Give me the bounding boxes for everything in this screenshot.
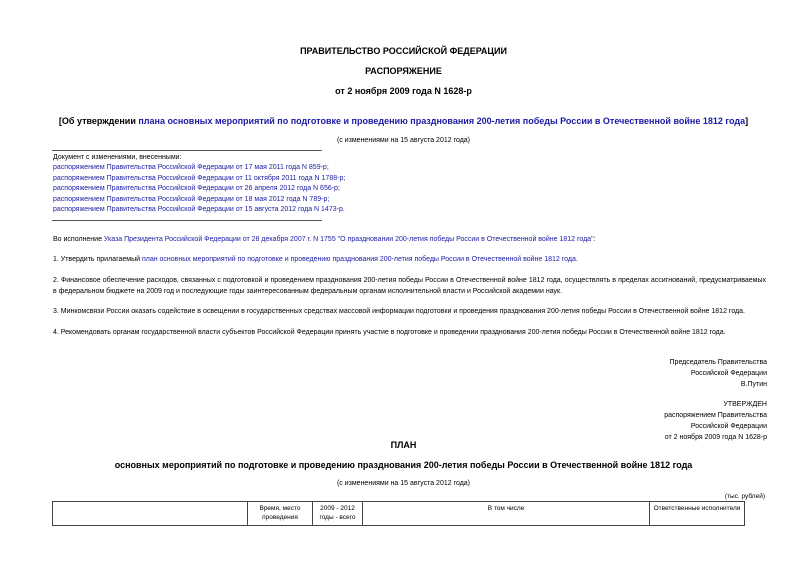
signature-block — [670, 357, 767, 390]
p1-prefix: 1. Утвердить прилагаемый — [53, 256, 142, 263]
plan-unit: (тыс. рублей) — [724, 493, 765, 500]
history-block — [53, 153, 345, 215]
preamble-suffix: : — [593, 236, 596, 243]
plan-title: ПЛАН — [390, 440, 417, 450]
history-link-1[interactable]: распоряжением Правительства Российской Федерации от 17 мая 2011 года N 859-р; — [53, 164, 329, 172]
preamble-prefix: Во исполнение — [53, 236, 104, 243]
history-link-2[interactable]: распоряжением Правительства Российской Федерации от 11 октября 2011 года N 1788-р; — [53, 174, 346, 182]
subject-close: ] — [745, 116, 749, 126]
paragraph-1 — [53, 255, 766, 266]
paragraph-preamble — [53, 235, 766, 246]
approved-by: распоряжением Правительства — [664, 412, 767, 419]
document-type: РАСПОРЯЖЕНИЕ — [365, 66, 442, 76]
signature-org: Российской Федерации — [690, 370, 767, 377]
paragraph-2: 2. Финансовое обеспечение расходов, связанных с подготовкой и проведением празднования 200-летия победы России в Отечественной войне 1812 года, осуществлять в пределах ассигнований, предусматриваемых в федеральном бюджете на 2009 год и последующие годы заинтересованным федеральным органам исполнительной власти и Российской академии наук. — [53, 277, 766, 295]
history-link-4[interactable]: распоряжением Правительства Российской Федерации от 18 мая 2012 года N 789-р; — [53, 195, 330, 203]
paragraph-4: 4. Рекомендовать органам государственной власти субъектов Российской Федерации принять участие в подготовке и проведении празднования 200-летия победы России в Отечественной войне 1812 года. — [53, 329, 726, 336]
approved-org: Российской Федерации — [690, 423, 767, 430]
column-responsible: Ответственные исполнители — [650, 502, 745, 526]
history-intro: Документ с изменениями, внесенными: — [53, 154, 182, 161]
approved-block — [664, 399, 767, 443]
subject-open: [Об утверждении — [58, 116, 139, 126]
changes-note: (с изменениями на 15 августа 2012 года) — [336, 137, 471, 144]
decree-link[interactable]: Указа Президента Российской Федерации от 28 декабря 2007 г. N 1755 "О праздновании 200-летия победы России в Отечественной войне 1812 года" — [103, 236, 594, 243]
history-bottom-divider — [52, 220, 322, 221]
p1-suffix: . — [575, 256, 578, 263]
plan-table-header-row — [53, 502, 745, 526]
history-link-3[interactable]: распоряжением Правительства Российской Федерации от 26 апреля 2012 года N 656-р; — [53, 185, 340, 193]
signature-name: В.Путин — [740, 381, 767, 388]
government-title: ПРАВИТЕЛЬСТВО РОССИЙСКОЙ ФЕДЕРАЦИИ — [300, 46, 507, 56]
history-link-5[interactable]: распоряжением Правительства Российской Федерации от 15 августа 2012 года N 1473-р. — [53, 206, 345, 214]
paragraph-3: 3. Минкомсвязи России оказать содействие в освещении в государственных средствах массовой информации подготовки и проведения празднования 200-летия победы России в Отечественной войне 1812 года. — [53, 308, 745, 315]
subject-plan-link[interactable]: плана основных мероприятий по подготовке и проведению празднования 200-летия победы России в Отечественной войне 1812 года — [138, 116, 746, 126]
column-total: 2009 - 2012 годы - всего — [313, 502, 363, 526]
p1-plan-link[interactable]: план основных мероприятий по подготовке и проведению празднования 200-летия победы России в Отечественной войне 1812 года — [141, 256, 576, 263]
plan-changes-note: (с изменениями на 15 августа 2012 года) — [336, 480, 471, 487]
plan-subtitle: основных мероприятий по подготовке и проведению празднования 200-летия победы России в Отечественной войне 1812 года — [114, 460, 693, 470]
column-including: В том числе — [363, 502, 650, 526]
document-date-number: от 2 ноября 2009 года N 1628-р — [335, 86, 472, 96]
approved-date: от 2 ноября 2009 года N 1628-р — [664, 434, 767, 441]
document-subject — [0, 116, 807, 126]
column-time-place: Время, место проведения — [248, 502, 313, 526]
approved-label: УТВЕРЖДЕН — [723, 401, 767, 408]
signature-position: Председатель Правительства — [669, 359, 767, 366]
plan-table — [52, 501, 745, 526]
history-top-divider — [52, 150, 322, 151]
column-empty — [53, 502, 248, 526]
